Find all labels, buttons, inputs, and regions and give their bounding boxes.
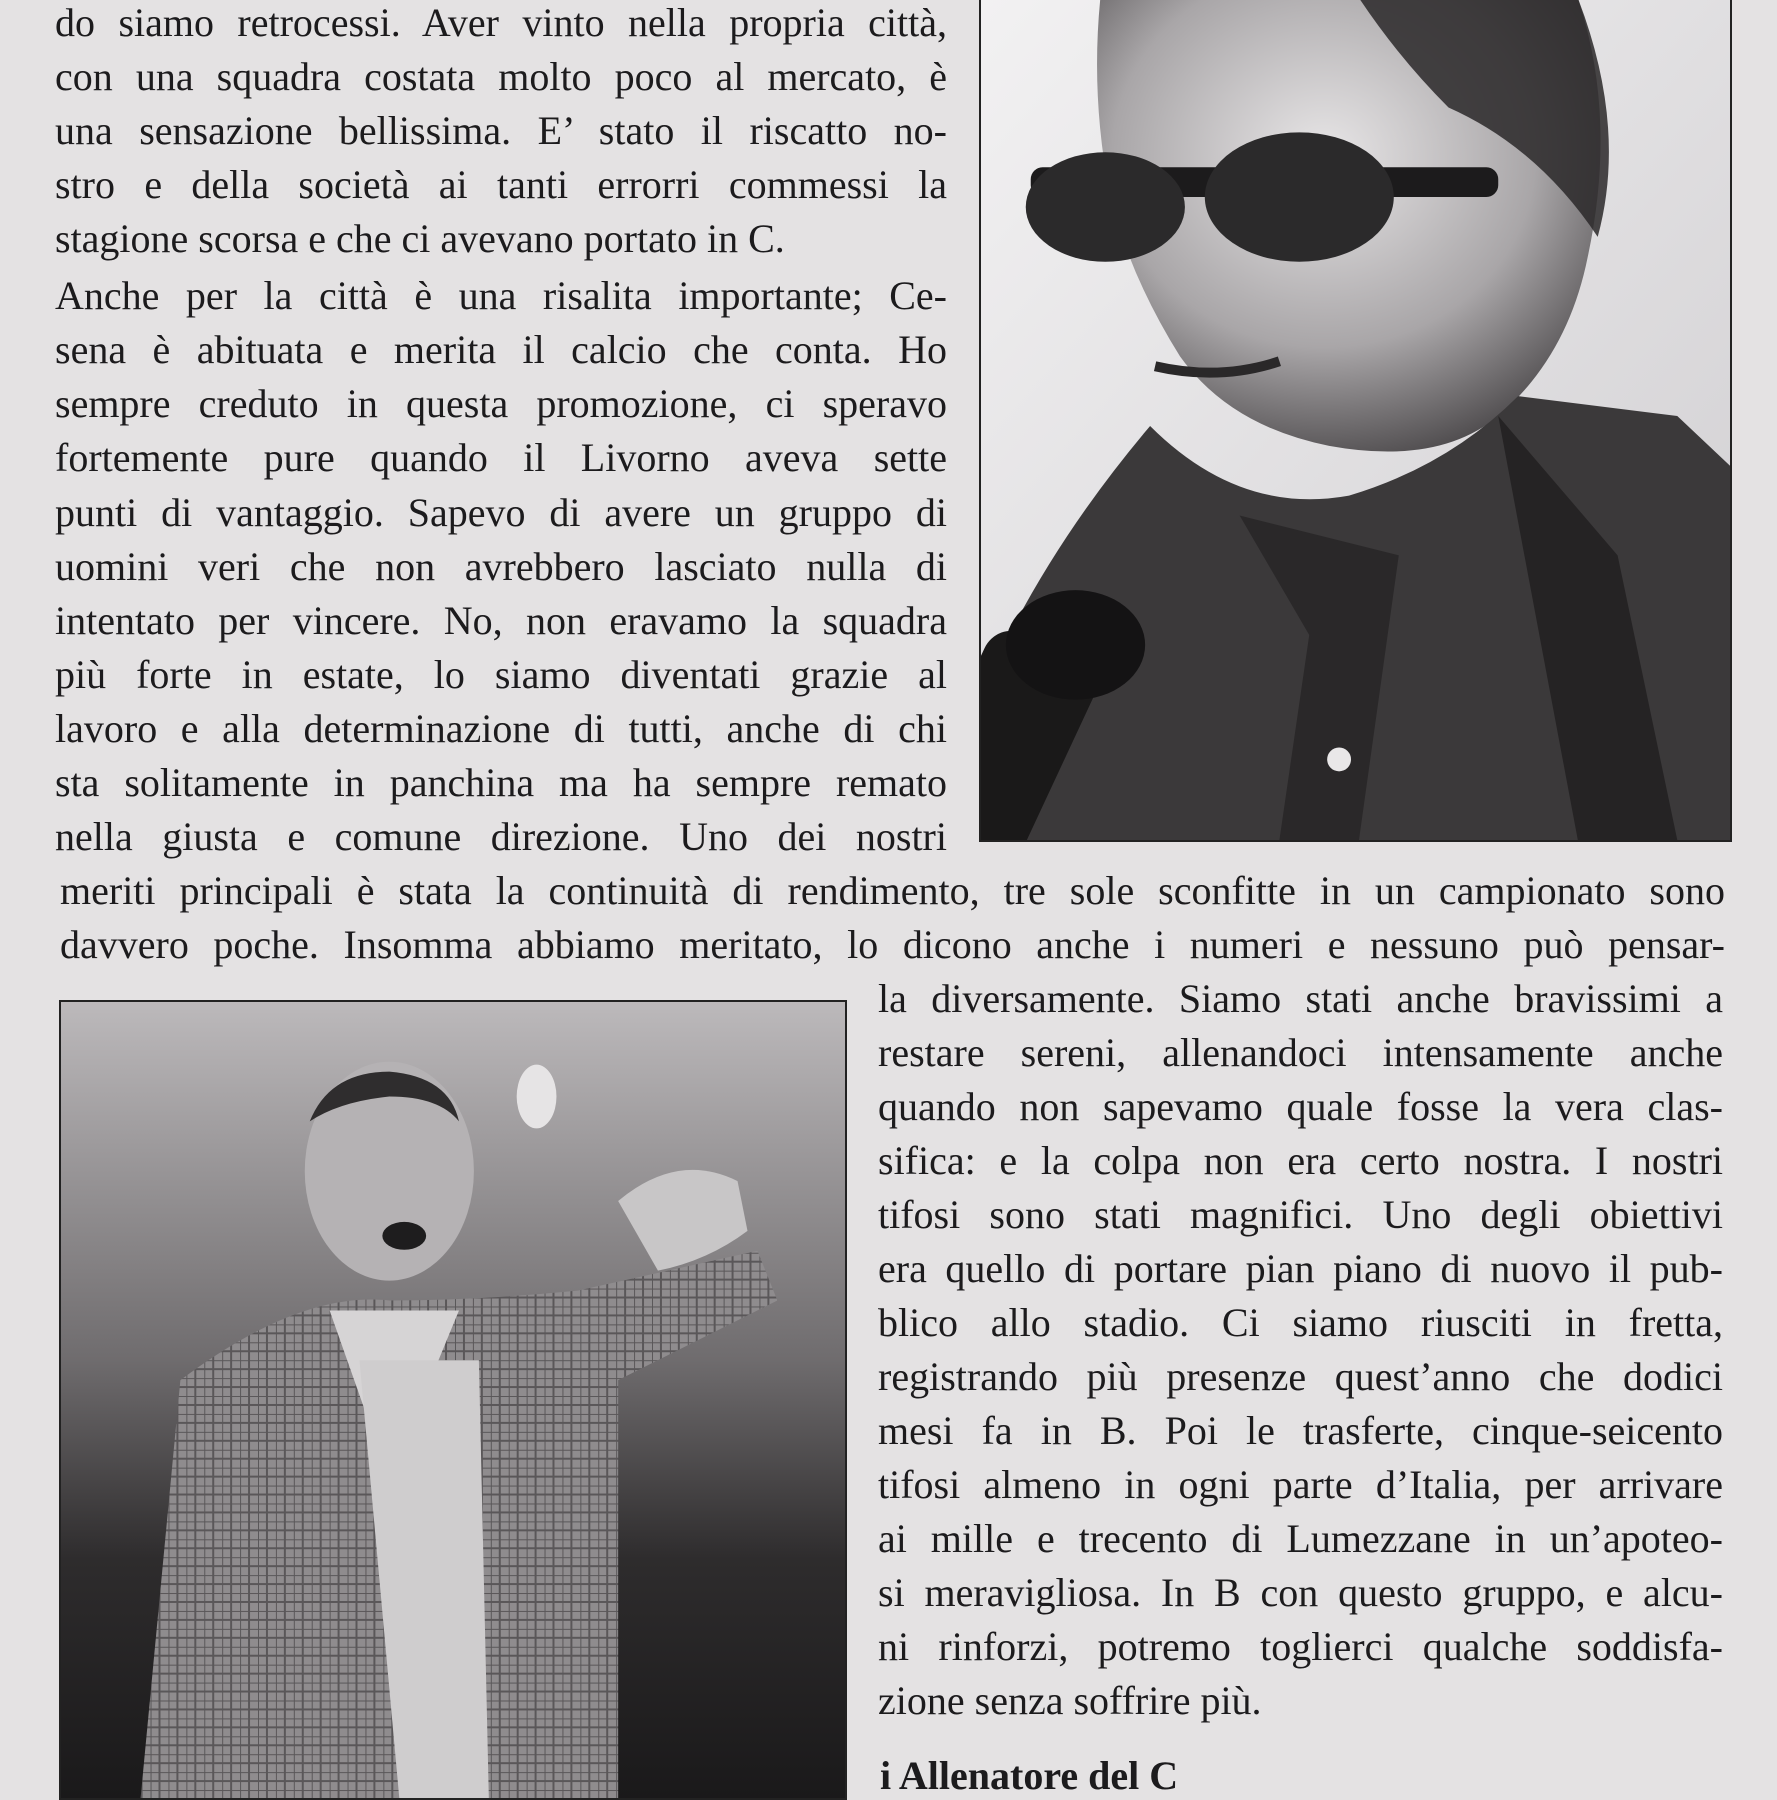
text-line: tifosi almeno in ogni parte d’Italia, per arrivare <box>878 1462 1723 1507</box>
text-line: do siamo retrocessi. Aver vinto nella propria città, <box>55 0 947 45</box>
photo-man-with-sunglasses <box>979 0 1732 842</box>
text-line: era quello di portare pian piano di nuovo il pub- <box>878 1246 1723 1291</box>
text-line: ai mille e trecento di Lumezzane in un’apoteo- <box>878 1516 1723 1561</box>
text-line: si meravigliosa. In B con questo gruppo, e alcu- <box>878 1570 1723 1615</box>
text-line: lavoro e alla determinazione di tutti, anche di chi <box>55 706 947 751</box>
text-line: uomini veri che non avrebbero lasciato nulla di <box>55 544 947 589</box>
text-line: intentato per vincere. No, non eravamo la squadra <box>55 598 947 643</box>
text-line: sempre creduto in questa promozione, ci speravo <box>55 381 947 426</box>
text-line: stagione scorsa e che ci avevano portato in C. <box>55 216 785 261</box>
text-line: Anche per la città è una risalita importante; Ce- <box>55 273 947 318</box>
section-heading-cut: i Allenatore del C <box>880 1753 1179 1798</box>
text-line: sta solitamente in panchina ma ha sempre remato <box>55 760 947 805</box>
text-line: la diversamente. Siamo stati anche bravissimi a <box>878 976 1723 1021</box>
text-line: tifosi sono stati magnifici. Uno degli obiettivi <box>878 1192 1723 1237</box>
text-line: restare sereni, allenandoci intensamente anche <box>878 1030 1723 1075</box>
text-line: punti di vantaggio. Sapevo di avere un gruppo di <box>55 490 947 535</box>
text-line: sifica: e la colpa non era certo nostra. I nostri <box>878 1138 1723 1183</box>
text-line: registrando più presenze quest’anno che dodici <box>878 1354 1723 1399</box>
text-line: zione senza soffrire più. <box>878 1678 1262 1723</box>
text-line: una sensazione bellissima. E’ stato il riscatto no- <box>55 108 947 153</box>
text-line: con una squadra costata molto poco al mercato, è <box>55 54 947 99</box>
photo-man-gesturing <box>59 1000 847 1800</box>
text-line: ni rinforzi, potremo toglierci qualche soddisfa- <box>878 1624 1723 1669</box>
text-line: mesi fa in B. Poi le trasferte, cinque-seicento <box>878 1408 1723 1453</box>
text-line: blico allo stadio. Ci siamo riusciti in fretta, <box>878 1300 1723 1345</box>
text-line: stro e della società ai tanti errorri commessi la <box>55 162 947 207</box>
text-line: davvero poche. Insomma abbiamo meritato, lo dicono anche i numeri e nessuno può pensar- <box>60 922 1725 967</box>
text-line: nella giusta e comune direzione. Uno dei nostri <box>55 814 947 859</box>
photo-man-with-sunglasses-image <box>981 0 1730 840</box>
text-line: sena è abituata e merita il calcio che conta. Ho <box>55 327 947 372</box>
text-line: fortemente pure quando il Livorno aveva sette <box>55 435 947 480</box>
text-line: più forte in estate, lo siamo diventati grazie al <box>55 652 947 697</box>
text-line: meriti principali è stata la continuità di rendimento, tre sole sconfitte in un campionato sono <box>60 868 1725 913</box>
photo-man-gesturing-image <box>61 1002 845 1798</box>
text-line: quando non sapevamo quale fosse la vera clas- <box>878 1084 1723 1129</box>
